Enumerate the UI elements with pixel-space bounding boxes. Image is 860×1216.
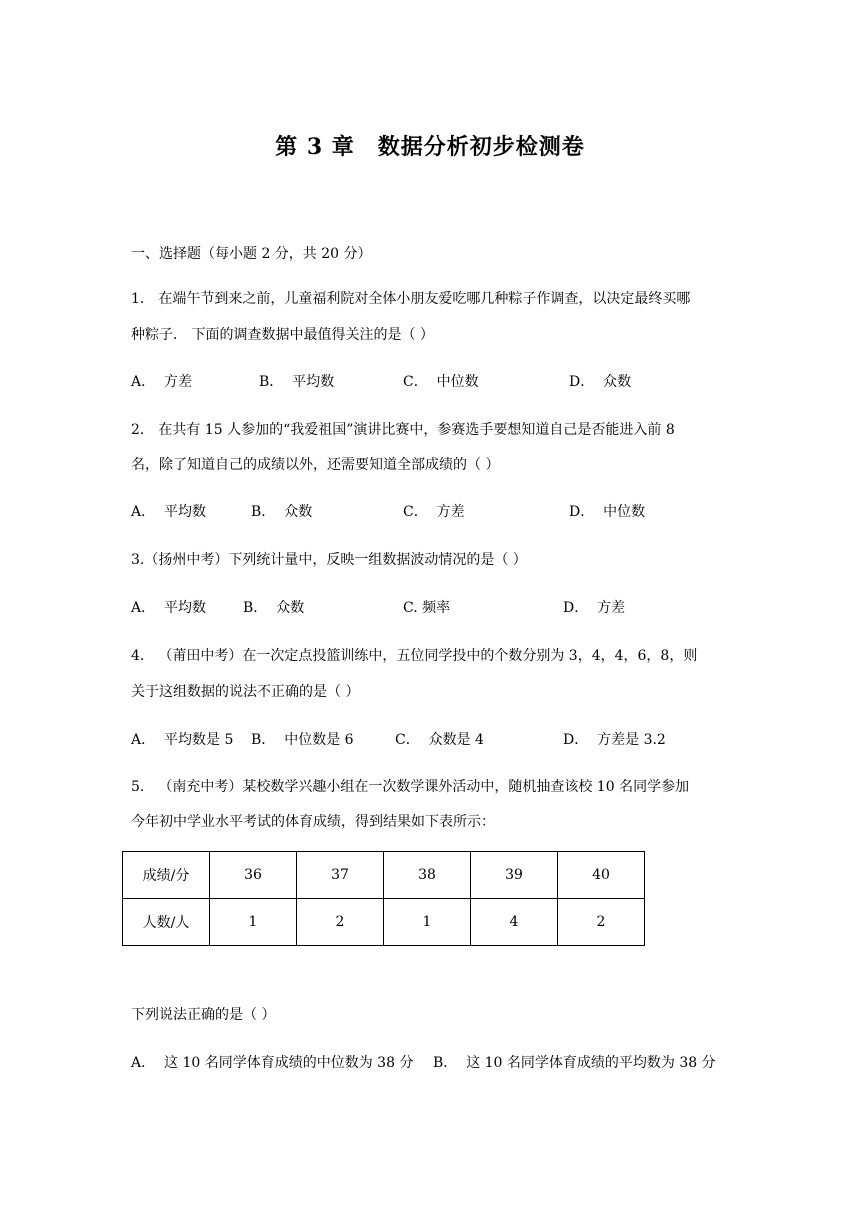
question-3-options	[131, 598, 751, 618]
question-1-options	[131, 372, 751, 392]
question-5-after-table: 下列说法正确的是（ ）	[131, 1007, 276, 1023]
question-2-line-1: 2． 在共有 15 人参加的“我爱祖国”演讲比赛中，参赛选手要想知道自己是否能进入前 8	[131, 422, 675, 438]
question-4-option-c: C． 众数是 4	[395, 732, 484, 748]
question-2-option-c: C． 方差	[403, 504, 465, 520]
question-3-option-c: C. 频率	[403, 600, 451, 616]
question-1-option-d: D． 众数	[569, 374, 632, 390]
table-cell: 40	[558, 852, 645, 899]
question-4-option-d: D． 方差是 3.2	[563, 732, 666, 748]
question-4-option-a: A． 平均数是 5	[131, 732, 234, 748]
question-5-line-2: 今年初中学业水平考试的体育成绩，得到结果如下表所示：	[131, 814, 495, 830]
question-2-line-2: 名，除了知道自己的成绩以外，还需要知道全部成绩的（ ）	[131, 457, 500, 473]
question-5-option-b: B． 这 10 名同学体育成绩的平均数为 38 分	[433, 1055, 716, 1071]
question-2-option-d: D． 中位数	[569, 504, 646, 520]
table-header-cell: 人数/人	[123, 899, 210, 946]
question-1-option-c: C． 中位数	[403, 374, 479, 390]
table-cell: 37	[297, 852, 384, 899]
question-3-option-b: B． 众数	[243, 600, 305, 616]
question-3-option-a: A． 平均数	[131, 600, 207, 616]
table-cell: 36	[210, 852, 297, 899]
table-cell: 1	[210, 899, 297, 946]
question-1-line-1: 1． 在端午节到来之前，儿童福利院对全体小朋友爱吃哪几种粽子作调查，以决定最终买哪	[131, 291, 691, 307]
score-table	[122, 851, 645, 946]
question-2-option-b: B． 众数	[251, 504, 313, 520]
table-cell: 39	[471, 852, 558, 899]
question-4-options	[131, 730, 751, 750]
question-1-line-2: 种粽子． 下面的调查数据中最值得关注的是（ ）	[131, 327, 434, 343]
question-3-line-1: 3.（扬州中考）下列统计量中，反映一组数据波动情况的是（ ）	[131, 552, 527, 568]
question-4-line-1: 4． （莆田中考）在一次定点投篮训练中，五位同学投中的个数分别为 3，4，4，6，8，则	[131, 648, 698, 664]
page-title: 第 3 章 数据分析初步检测卷	[275, 134, 585, 160]
question-2-options	[131, 502, 751, 522]
question-3-option-d: D． 方差	[563, 600, 626, 616]
table-cell: 2	[297, 899, 384, 946]
question-1-option-b: B． 平均数	[259, 374, 335, 390]
table-row	[123, 899, 645, 946]
table-header-cell: 成绩/分	[123, 852, 210, 899]
question-5-option-a: A． 这 10 名同学体育成绩的中位数为 38 分	[131, 1055, 414, 1071]
question-1-option-a: A． 方差	[131, 374, 193, 390]
question-5-options	[131, 1053, 751, 1073]
section-heading: 一、选择题（每小题 2 分，共 20 分）	[131, 246, 372, 262]
table-cell: 4	[471, 899, 558, 946]
table-row	[123, 852, 645, 899]
table-cell: 2	[558, 899, 645, 946]
table-cell: 1	[384, 899, 471, 946]
question-2-option-a: A． 平均数	[131, 504, 207, 520]
question-4-line-2: 关于这组数据的说法不正确的是（ ）	[131, 684, 360, 700]
table-cell: 38	[384, 852, 471, 899]
question-5-line-1: 5． （南充中考）某校数学兴趣小组在一次数学课外活动中，随机抽查该校 10 名同学参加	[131, 779, 690, 795]
question-4-option-b: B． 中位数是 6	[251, 732, 354, 748]
